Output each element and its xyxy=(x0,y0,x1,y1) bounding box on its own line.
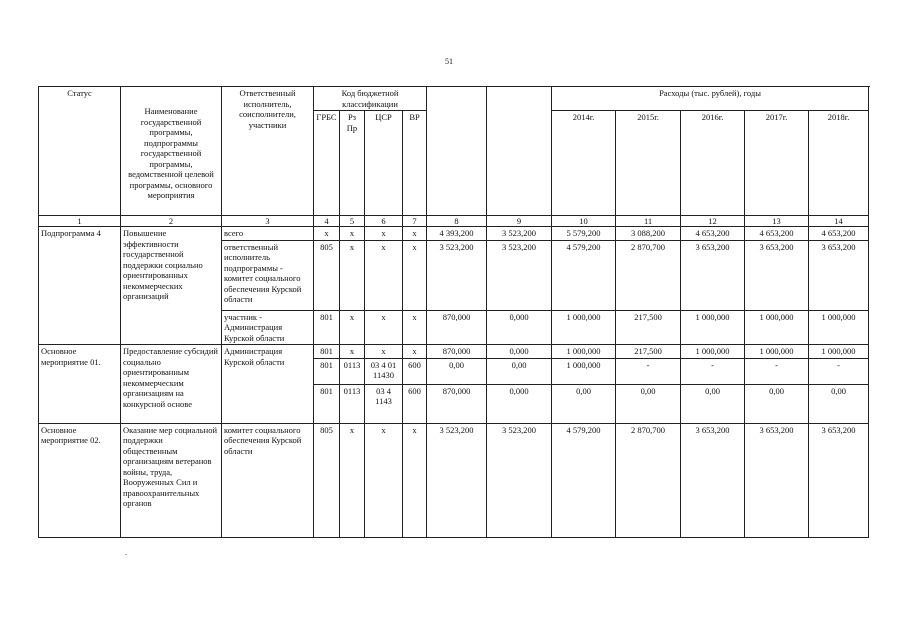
rzpr-cell: х xyxy=(340,345,365,359)
value-cell: 3 088,200 xyxy=(616,227,681,241)
budget-table xyxy=(38,86,869,538)
col-num: 11 xyxy=(616,216,681,227)
value-cell: 3 653,200 xyxy=(745,423,809,537)
value-cell: 1 000,000 xyxy=(552,358,616,384)
value-cell: 3 653,200 xyxy=(809,240,869,310)
value-cell: 0,000 xyxy=(487,384,552,423)
col-num: 9 xyxy=(487,216,552,227)
col-num: 12 xyxy=(681,216,745,227)
value-cell: 1 000,000 xyxy=(745,345,809,359)
csr-cell: 03 4 01 11430 xyxy=(365,358,403,384)
col-num: 14 xyxy=(809,216,869,227)
table-row xyxy=(39,227,869,241)
value-cell: 1 000,000 xyxy=(552,310,616,345)
value-cell: - xyxy=(809,358,869,384)
value-cell: 4 579,200 xyxy=(552,423,616,537)
header-responsible: Ответственный исполнитель, соисполнители, участники xyxy=(222,87,314,216)
col-num: 6 xyxy=(365,216,403,227)
value-cell: 4 653,200 xyxy=(681,227,745,241)
value-cell: 870,000 xyxy=(427,310,487,345)
value-cell: 5 579,200 xyxy=(552,227,616,241)
value-cell: 217,500 xyxy=(616,310,681,345)
header-status: Статус xyxy=(39,87,121,216)
csr-cell: х xyxy=(365,310,403,345)
page-number: 51 xyxy=(445,57,453,66)
value-cell: 3 523,200 xyxy=(427,423,487,537)
value-cell: 0,00 xyxy=(487,358,552,384)
name-cell: Повышение эффективности государственной поддержки социально ориентированных некоммерческих организаций xyxy=(121,227,222,345)
resp-cell: всего xyxy=(222,227,314,241)
value-cell: 0,00 xyxy=(809,384,869,423)
col-num: 1 xyxy=(39,216,121,227)
csr-cell: х xyxy=(365,423,403,537)
col-num: 2 xyxy=(121,216,222,227)
vr-cell: х xyxy=(403,423,427,537)
value-cell: 870,000 xyxy=(427,384,487,423)
vr-cell: х xyxy=(403,227,427,241)
header-year-2018: 2018г. xyxy=(809,111,869,216)
header-year-2014: 2014г. xyxy=(552,111,616,216)
grbs-cell: 801 xyxy=(314,310,340,345)
csr-cell: х xyxy=(365,240,403,310)
value-cell: 2 870,700 xyxy=(616,240,681,310)
resp-cell: ответственный исполнитель подпрограммы - комитет социального обеспечения Курской области xyxy=(222,240,314,310)
value-cell: 0,00 xyxy=(745,384,809,423)
header-name: Наименование государственной программы, подпрограммы государственной программы, ведомственной целевой программы, основного мероприятия xyxy=(121,87,222,216)
header-expenses: Расходы (тыс. рублей), годы xyxy=(552,87,869,111)
value-cell: 870,000 xyxy=(427,345,487,359)
value-cell: 2 870,700 xyxy=(616,423,681,537)
header-vr: ВР xyxy=(403,111,427,216)
name-cell: Оказание мер социальной поддержки общественным организациям ветеранов войны, труда, Вооруженных Сил и правоохранительных органов xyxy=(121,423,222,537)
col-num: 7 xyxy=(403,216,427,227)
vr-cell: х xyxy=(403,310,427,345)
value-cell: 4 653,200 xyxy=(809,227,869,241)
vr-cell: 600 xyxy=(403,384,427,423)
header-budget-code: Код бюджетной классификации xyxy=(314,87,427,111)
csr-cell: х xyxy=(365,227,403,241)
value-cell: 4 579,200 xyxy=(552,240,616,310)
col-num: 3 xyxy=(222,216,314,227)
resp-cell: комитет социального обеспечения Курской области xyxy=(222,423,314,537)
value-cell: - xyxy=(745,358,809,384)
status-cell: Основное мероприятие 02. xyxy=(39,423,121,537)
status-cell: Подпрограмма 4 xyxy=(39,227,121,345)
rzpr-cell: х xyxy=(340,310,365,345)
header-empty-8 xyxy=(427,87,487,216)
header-csr: ЦСР xyxy=(365,111,403,216)
footnote-mark: . xyxy=(125,548,127,557)
value-cell: 3 653,200 xyxy=(745,240,809,310)
value-cell: 3 523,200 xyxy=(427,240,487,310)
value-cell: 1 000,000 xyxy=(745,310,809,345)
header-empty-9 xyxy=(487,87,552,216)
value-cell: 0,00 xyxy=(616,384,681,423)
header-year-2016: 2016г. xyxy=(681,111,745,216)
value-cell: 0,00 xyxy=(427,358,487,384)
col-num: 5 xyxy=(340,216,365,227)
rzpr-cell: х xyxy=(340,227,365,241)
value-cell: 1 000,000 xyxy=(809,310,869,345)
col-num: 10 xyxy=(552,216,616,227)
grbs-cell: х xyxy=(314,227,340,241)
value-cell: 3 653,200 xyxy=(809,423,869,537)
value-cell: 4 653,200 xyxy=(745,227,809,241)
resp-cell: Администрация Курской области xyxy=(222,345,314,424)
resp-cell: участник - Администрация Курской области xyxy=(222,310,314,345)
value-cell: - xyxy=(681,358,745,384)
csr-cell: х xyxy=(365,345,403,359)
value-cell: 3 653,200 xyxy=(681,423,745,537)
table-row xyxy=(39,345,869,359)
value-cell: 3 523,200 xyxy=(487,240,552,310)
value-cell: 0,000 xyxy=(487,345,552,359)
value-cell: 1 000,000 xyxy=(552,345,616,359)
value-cell: 217,500 xyxy=(616,345,681,359)
grbs-cell: 801 xyxy=(314,358,340,384)
col-num: 8 xyxy=(427,216,487,227)
value-cell: 1 000,000 xyxy=(681,345,745,359)
rzpr-cell: 0113 xyxy=(340,358,365,384)
csr-cell: 03 4 1143 xyxy=(365,384,403,423)
value-cell: 3 523,200 xyxy=(487,423,552,537)
header-rzpr: Рз Пр xyxy=(340,111,365,216)
grbs-cell: 805 xyxy=(314,240,340,310)
value-cell: 0,000 xyxy=(487,310,552,345)
name-cell: Предоставление субсидий социально ориентированным некоммерческим организациям на конкурсной основе xyxy=(121,345,222,424)
vr-cell: х xyxy=(403,345,427,359)
grbs-cell: 805 xyxy=(314,423,340,537)
header-year-2017: 2017г. xyxy=(745,111,809,216)
grbs-cell: 801 xyxy=(314,345,340,359)
vr-cell: х xyxy=(403,240,427,310)
vr-cell: 600 xyxy=(403,358,427,384)
col-num: 13 xyxy=(745,216,809,227)
value-cell: - xyxy=(616,358,681,384)
value-cell: 3 523,200 xyxy=(487,227,552,241)
value-cell: 3 653,200 xyxy=(681,240,745,310)
table-row xyxy=(39,423,869,537)
value-cell: 0,00 xyxy=(681,384,745,423)
column-number-row xyxy=(39,216,869,227)
rzpr-cell: х xyxy=(340,240,365,310)
status-cell: Основное мероприятие 01. xyxy=(39,345,121,424)
value-cell: 1 000,000 xyxy=(681,310,745,345)
header-grbs: ГРБС xyxy=(314,111,340,216)
col-num: 4 xyxy=(314,216,340,227)
grbs-cell: 801 xyxy=(314,384,340,423)
header-year-2015: 2015г. xyxy=(616,111,681,216)
value-cell: 1 000,000 xyxy=(809,345,869,359)
value-cell: 4 393,200 xyxy=(427,227,487,241)
rzpr-cell: х xyxy=(340,423,365,537)
value-cell: 0,00 xyxy=(552,384,616,423)
rzpr-cell: 0113 xyxy=(340,384,365,423)
